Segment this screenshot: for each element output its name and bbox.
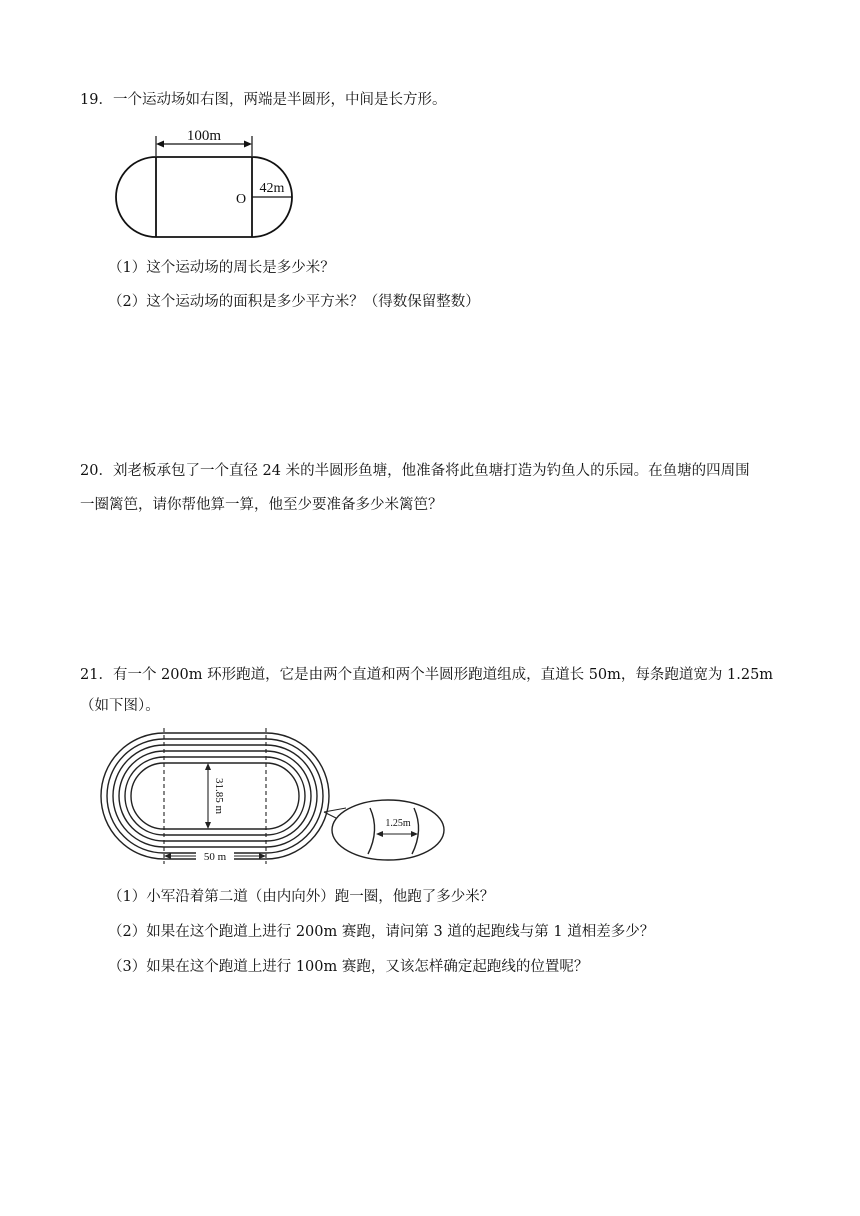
lane-width-label: 1.25m: [385, 818, 411, 829]
length-label: 100m: [186, 128, 222, 144]
center-label: O: [235, 192, 247, 207]
question-20-line-1: 20．刘老板承包了一个直径 24 米的半圆形鱼塘，他准备将此鱼塘打造为钓鱼人的乐园。在鱼塘的四周围: [80, 463, 750, 479]
radius-label: 42m: [259, 181, 285, 196]
question-19-part-2: （2）这个运动场的面积是多少平方米？（得数保留整数）: [108, 294, 480, 310]
question-21-part-2: （2）如果在这个跑道上进行 200m 赛跑，请问第 3 道的起跑线与第 1 道相差多少？: [108, 924, 655, 940]
running-track-figure: [98, 722, 450, 868]
question-21-part-3: （3）如果在这个跑道上进行 100m 赛跑，又该怎样确定起跑线的位置呢？: [108, 959, 589, 975]
question-20-line-2: 一圈篱笆，请你帮他算一算，他至少要准备多少米篱笆？: [80, 497, 443, 513]
question-19-part-1: （1）这个运动场的周长是多少米？: [108, 260, 335, 276]
question-21-line-1: 21．有一个 200m 环形跑道，它是由两个直道和两个半圆形跑道组成，直道长 50m，每条跑道宽为 1.25m: [80, 667, 774, 683]
question-19-stem: 19．一个运动场如右图，两端是半圆形，中间是长方形。: [80, 92, 447, 108]
stadium-figure: [112, 120, 302, 244]
track-width-label: 31.85 m: [213, 777, 225, 815]
question-21-part-1: （1）小军沿着第二道（由内向外）跑一圈，他跑了多少米？: [108, 889, 495, 905]
straight-length-label: 50 m: [203, 851, 227, 863]
question-21-line-2: （如下图）。: [80, 698, 160, 714]
